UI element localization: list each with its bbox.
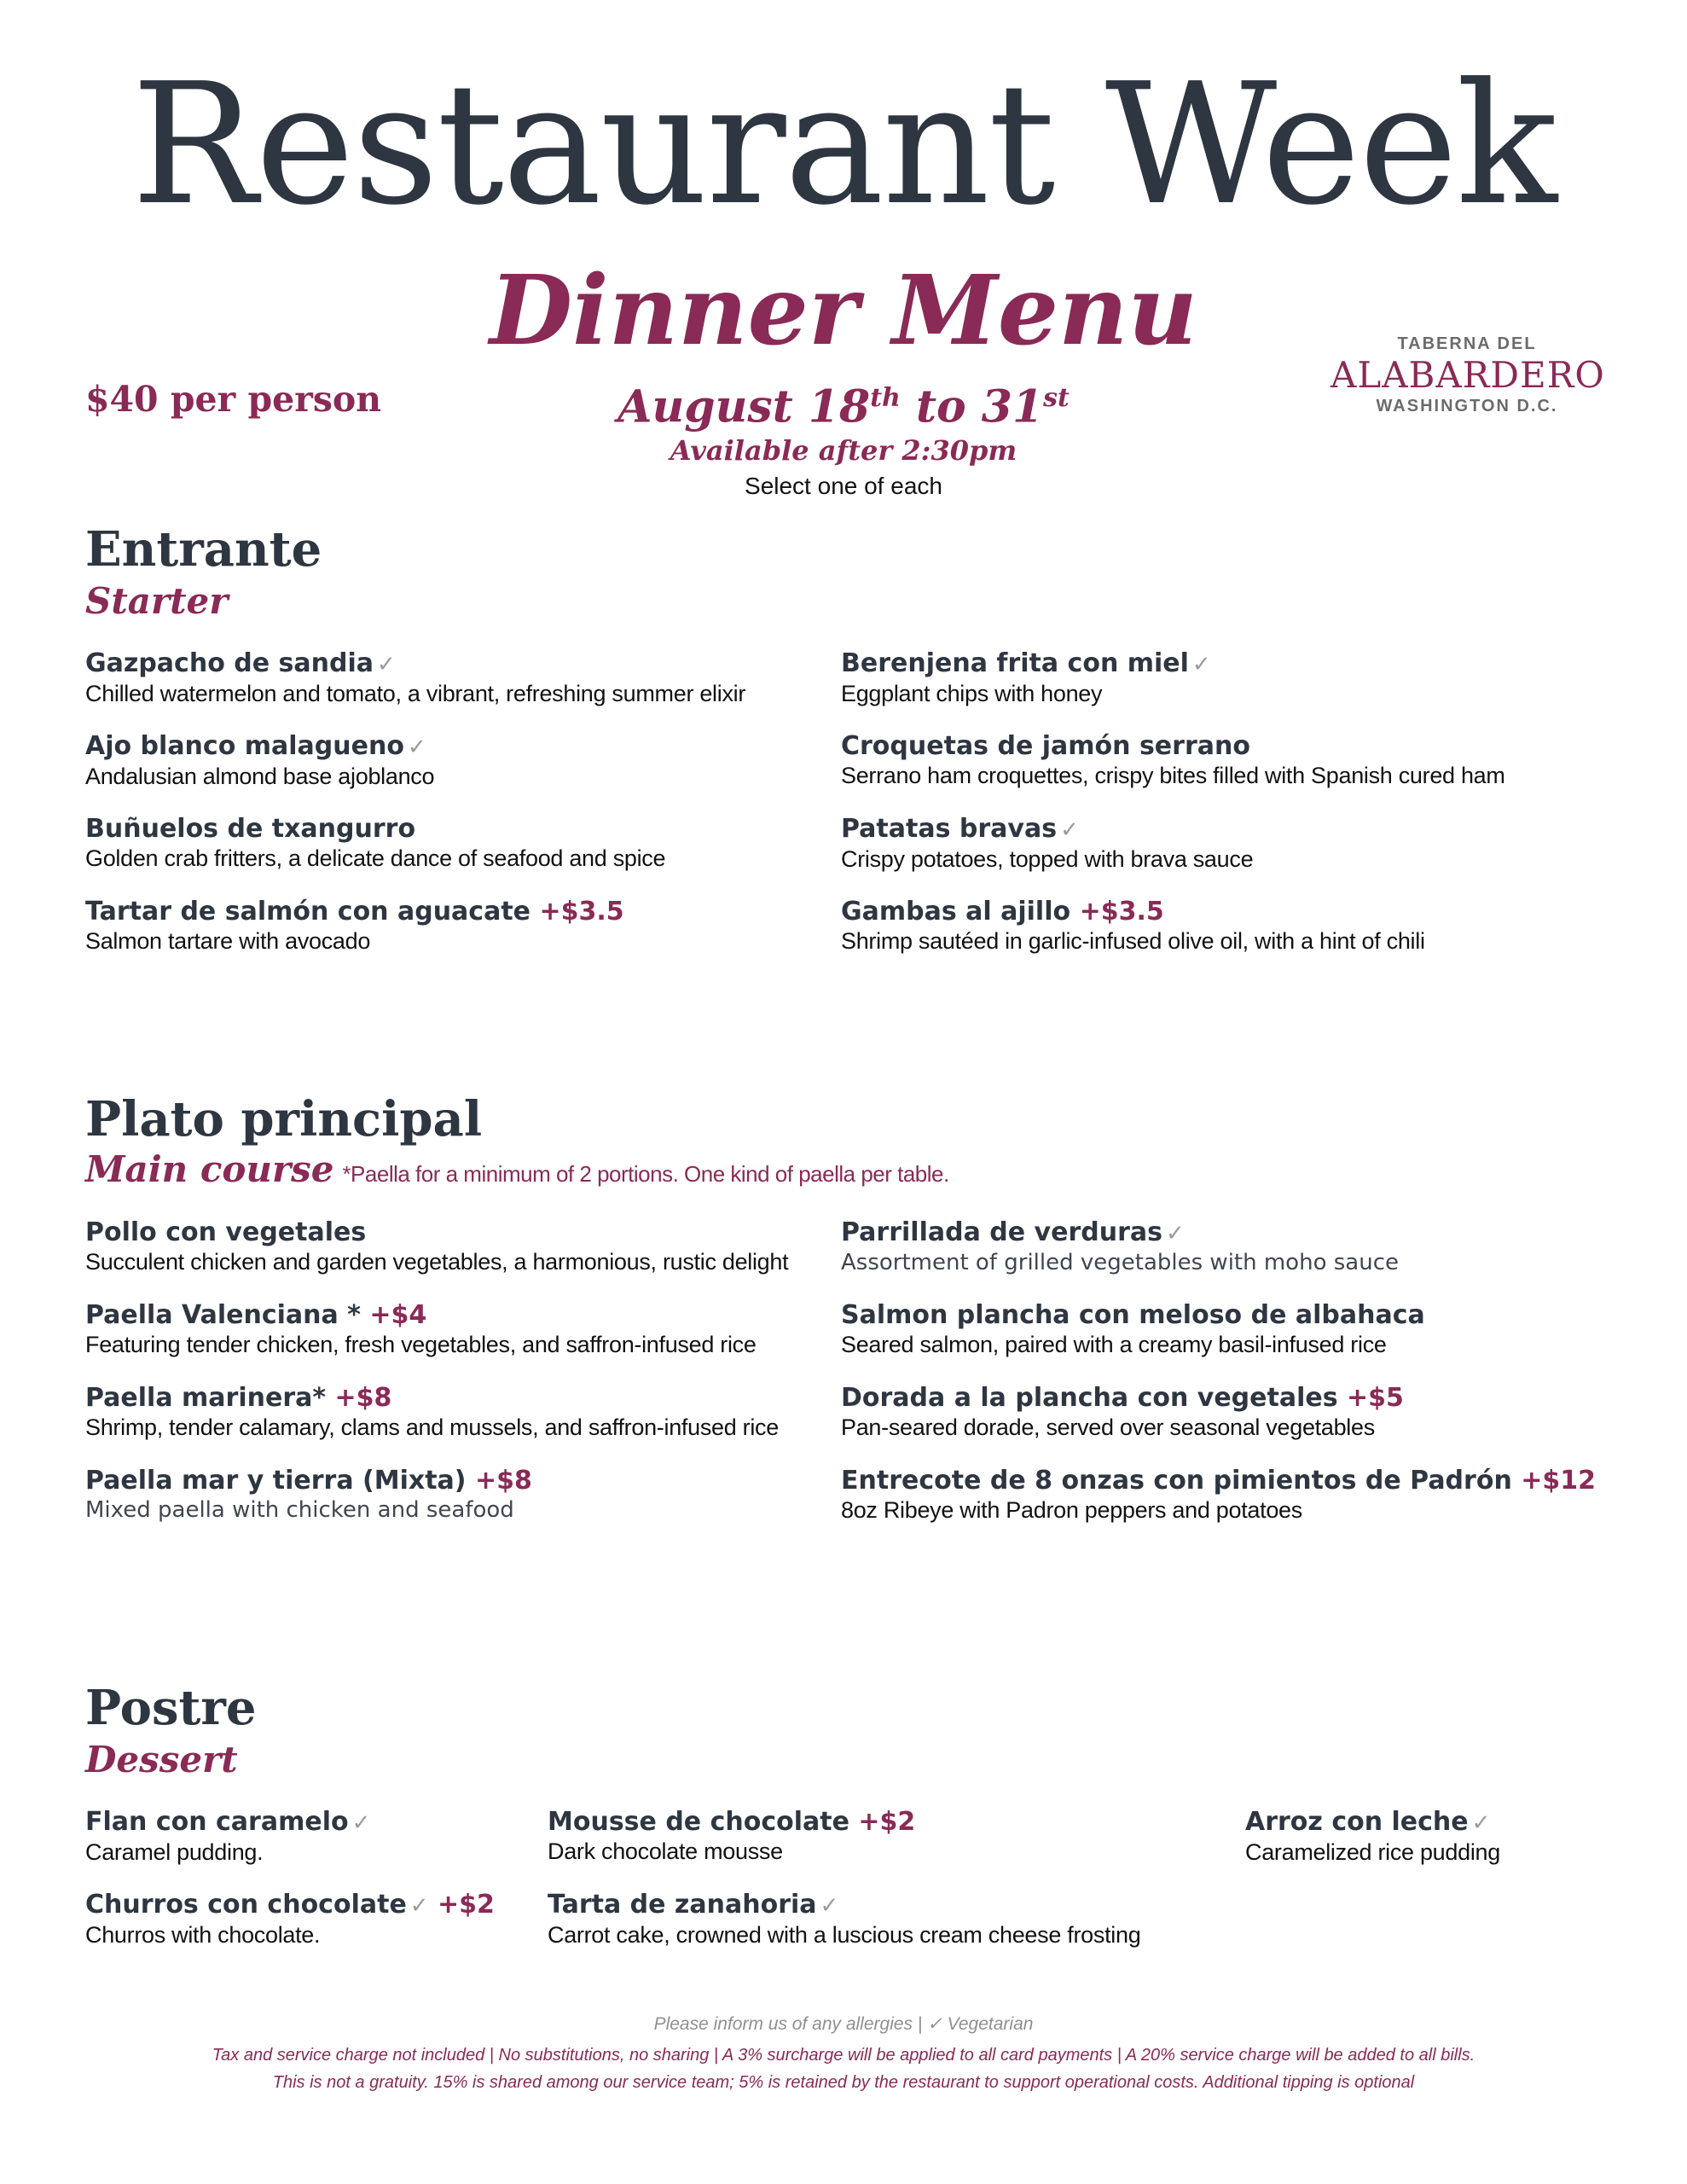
- vegetarian-check-icon: ✓: [351, 1810, 371, 1836]
- availability-note: Available after 2:30pm: [670, 434, 1017, 467]
- item-surcharge: +$12: [1521, 1466, 1597, 1496]
- item-surcharge: +$5: [1347, 1383, 1404, 1413]
- item-name: Paella Valenciana * +$4: [85, 1300, 427, 1330]
- item-description: Churros with chocolate.: [85, 1922, 321, 1948]
- item-name: Croquetas de jamón serrano: [841, 731, 1250, 761]
- item-description: Shrimp, tender calamary, clams and mussels, and saffron-infused rice: [85, 1414, 779, 1440]
- item-description: Pan-seared dorade, served over seasonal vegetables: [841, 1414, 1375, 1440]
- item-name: Flan con caramelo ✓: [85, 1807, 371, 1837]
- item-name: Berenjena frita con miel ✓: [841, 648, 1211, 678]
- item-description: Caramel pudding.: [85, 1839, 264, 1865]
- item-surcharge: +$3.5: [539, 897, 624, 926]
- gratuity-note: This is not a gratuity. 15% is shared among our service team; 5% is retained by the restaurant to support operational costs. Additional tipping is optional: [272, 2073, 1415, 2092]
- vegetarian-check-icon: ✓: [1471, 1810, 1491, 1836]
- menu-item: [85, 648, 745, 707]
- item-description: Succulent chicken and garden vegetables, a harmonious, rustic delight: [85, 1249, 789, 1275]
- item-description: Chilled watermelon and tomato, a vibrant, refreshing summer elixir: [85, 681, 746, 706]
- main-title-en: Main course *Paella for a minimum of 2 portions. One kind of paella per table.: [85, 1148, 949, 1190]
- menu-item: [85, 1217, 788, 1275]
- item-description: Golden crab fritters, a delicate dance of seafood and spice: [85, 845, 666, 871]
- menu-item: [841, 1217, 1399, 1276]
- item-description: Crispy potatoes, topped with brava sauce: [841, 846, 1254, 872]
- item-name: Gambas al ajillo +$3.5: [841, 897, 1164, 926]
- item-description: Dark chocolate mousse: [548, 1838, 783, 1864]
- vegetarian-legend-icon: ✓: [927, 2014, 942, 2034]
- item-surcharge: +$2: [858, 1807, 916, 1837]
- date-end-suffix: st: [1043, 383, 1070, 413]
- menu-item: [85, 814, 665, 872]
- vegetarian-check-icon: ✓: [407, 735, 426, 760]
- item-name: Paella mar y tierra (Mixta) +$8: [85, 1466, 532, 1496]
- item-description: Carrot cake, crowned with a luscious cream cheese frosting: [548, 1922, 1141, 1948]
- dessert-title-es: Postre: [85, 1680, 257, 1736]
- menu-item: [85, 1466, 532, 1524]
- menu-item: [85, 897, 624, 955]
- item-description: Serrano ham croquettes, crispy bites filled with Spanish cured ham: [841, 763, 1505, 788]
- menu-item: [548, 1890, 1140, 1949]
- item-surcharge: +$8: [474, 1466, 532, 1496]
- item-description: Mixed paella with chicken and seafood: [85, 1497, 514, 1523]
- item-description: 8oz Ribeye with Padron peppers and potatoes: [841, 1497, 1302, 1523]
- menu-item: [841, 731, 1505, 789]
- menu-item: [841, 1466, 1596, 1524]
- menu-item: [85, 1890, 495, 1949]
- policy-note: Tax and service charge not included | No substitutions, no sharing | A 3% surcharge will be applied to all card payments | A 20% service charge will be added to all bills.: [212, 2046, 1475, 2065]
- vegetarian-check-icon: ✓: [820, 1893, 839, 1919]
- vegetarian-check-icon: ✓: [409, 1893, 429, 1919]
- page-title: Restaurant Week: [130, 48, 1557, 242]
- restaurant-logo: [1330, 334, 1603, 416]
- item-name: Salmon plancha con meloso de albahaca: [841, 1300, 1425, 1330]
- main-title-es: Plato principal: [85, 1091, 483, 1147]
- menu-item: [85, 1383, 779, 1441]
- menu-item: [841, 897, 1425, 955]
- menu-item: [85, 731, 434, 790]
- item-description: Featuring tender chicken, fresh vegetables, and saffron-infused rice: [85, 1332, 757, 1357]
- date-start-suffix: th: [870, 383, 901, 413]
- menu-item: [841, 1300, 1425, 1358]
- item-name: Paella marinera* +$8: [85, 1383, 392, 1413]
- item-surcharge: +$4: [369, 1300, 427, 1330]
- date-end: to 31: [900, 380, 1044, 433]
- item-description: Caramelized rice pudding: [1245, 1839, 1500, 1865]
- date-start: August 18: [617, 380, 871, 433]
- menu-item: [85, 1300, 757, 1358]
- vegetarian-check-icon: ✓: [1191, 652, 1211, 677]
- item-description: Andalusian almond base ajoblanco: [85, 764, 435, 789]
- item-surcharge: +$3.5: [1079, 897, 1164, 926]
- menu-item: [841, 648, 1211, 707]
- item-name: Dorada a la plancha con vegetales +$5: [841, 1383, 1404, 1413]
- logo-line-3: WASHINGTON D.C.: [1376, 397, 1558, 415]
- menu-item: [85, 1807, 370, 1866]
- item-name: Tartar de salmón con aguacate +$3.5: [85, 897, 624, 926]
- item-name: Pollo con vegetales: [85, 1217, 367, 1247]
- item-description: Assortment of grilled vegetables with moho sauce: [841, 1250, 1399, 1275]
- item-name: Mousse de chocolate +$2: [548, 1807, 916, 1837]
- item-description: Seared salmon, paired with a creamy basil-infused rice: [841, 1332, 1387, 1357]
- item-surcharge: +$8: [334, 1383, 392, 1413]
- vegetarian-check-icon: ✓: [1060, 817, 1079, 843]
- item-surcharge: +$2: [438, 1890, 495, 1920]
- item-description: Salmon tartare with avocado: [85, 928, 371, 954]
- dessert-title-en: Dessert: [85, 1739, 238, 1780]
- item-name: Parrillada de verduras ✓: [841, 1217, 1185, 1247]
- item-name: Patatas bravas ✓: [841, 814, 1079, 844]
- logo-line-1: TABERNA DEL: [1397, 334, 1537, 353]
- menu-item: [548, 1807, 915, 1865]
- item-name: Buñuelos de txangurro: [85, 814, 416, 844]
- menu-item: [841, 1383, 1404, 1441]
- starter-title-es: Entrante: [85, 521, 322, 578]
- vegetarian-check-icon: ✓: [1165, 1221, 1185, 1246]
- menu-subtitle: Dinner Menu: [490, 255, 1197, 367]
- price-per-person: $40 per person: [85, 379, 382, 420]
- vegetarian-check-icon: ✓: [376, 652, 396, 677]
- allergy-note: Please inform us of any allergies | ✓ Vegetarian: [653, 2014, 1034, 2034]
- logo-line-2: ALABARDERO: [1330, 354, 1605, 396]
- starter-title-en: Starter: [85, 580, 229, 622]
- menu-item: [841, 814, 1253, 873]
- item-description: Eggplant chips with honey: [841, 681, 1103, 706]
- item-name: Churros con chocolate ✓ +$2: [85, 1890, 495, 1920]
- paella-note: *Paella for a minimum of 2 portions. One kind of paella per table.: [342, 1161, 949, 1187]
- selection-instruction: Select one of each: [745, 473, 942, 499]
- item-name: Gazpacho de sandia ✓: [85, 648, 396, 678]
- item-name: Arroz con leche ✓: [1245, 1807, 1491, 1837]
- item-description: Shrimp sautéed in garlic-infused olive oil, with a hint of chili: [841, 928, 1425, 954]
- item-name: Entrecote de 8 onzas con pimientos de Padrón +$12: [841, 1466, 1597, 1496]
- menu-item: [1245, 1807, 1500, 1866]
- item-name: Ajo blanco malagueno ✓: [85, 731, 426, 761]
- item-name: Tarta de zanahoria ✓: [548, 1890, 839, 1920]
